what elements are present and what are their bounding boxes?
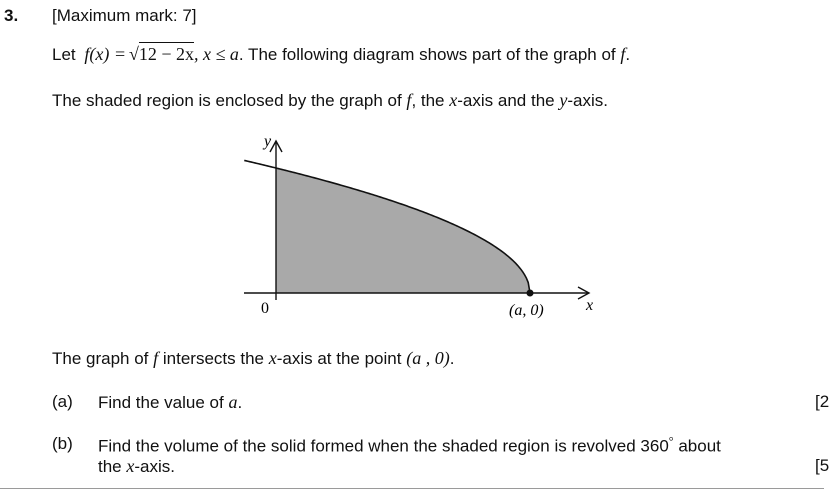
intersect-mid2: -axis at the point <box>276 349 402 368</box>
y-axis-label: y <box>264 133 272 150</box>
part-b-question: Find the volume of the solid formed when the shaded region is revolved 360 <box>98 436 669 456</box>
y-variable: y <box>559 90 568 110</box>
part-b-line2 <box>98 456 175 477</box>
a-variable: a <box>228 392 238 412</box>
maximum-mark: [Maximum mark: 7] <box>52 6 197 25</box>
part-b-label: (b) <box>52 434 73 453</box>
question-number: 3. <box>4 6 19 25</box>
part-b-line2-prefix: the <box>98 457 122 476</box>
part-b-marks: [5 <box>815 456 829 475</box>
intersect-prefix: The graph of <box>52 349 149 368</box>
x-axis-label: x <box>586 297 594 314</box>
part-a-marks: [2 <box>815 392 829 411</box>
intersection-point-text: (a , 0) <box>406 348 450 368</box>
shaded-mid1: , the <box>411 91 445 110</box>
x-variable: x <box>268 348 277 368</box>
radicand: 12 − 2x <box>138 44 195 64</box>
shaded-suffix: -axis. <box>567 91 608 110</box>
intersect-line <box>52 348 454 369</box>
intro-suffix: . The following diagram shows part of the graph of <box>238 45 616 64</box>
intersection-point <box>527 290 534 297</box>
radical-sign: √ <box>129 44 139 64</box>
f-symbol: f <box>153 348 159 368</box>
f-symbol: f <box>406 90 412 110</box>
intersect-period: . <box>449 349 455 368</box>
shaded-prefix: The shaded region is enclosed by the graph of <box>52 91 402 110</box>
domain-condition: , x ≤ a <box>194 44 239 64</box>
part-a-period: . <box>237 393 243 412</box>
origin-label: 0 <box>261 300 269 317</box>
part-b-line2-suffix: -axis. <box>134 457 175 476</box>
bottom-rule <box>0 488 824 489</box>
degree-symbol: ° <box>668 434 674 448</box>
part-b-line1 <box>98 434 721 457</box>
x-variable: x <box>449 90 458 110</box>
intro-period: . <box>625 45 631 64</box>
part-b-about: about <box>678 436 721 456</box>
part-a-text <box>98 392 242 413</box>
shaded-mid2: -axis and the <box>457 91 555 110</box>
x-variable: x <box>126 456 135 476</box>
intersect-mid: intersects the <box>162 349 264 368</box>
shaded-region <box>276 168 530 293</box>
intro-prefix: Let <box>52 45 76 64</box>
part-a-label: (a) <box>52 392 73 411</box>
point-label: (a, 0) <box>509 302 544 319</box>
part-a-question: Find the value of <box>98 393 224 412</box>
f-symbol: f <box>620 44 626 64</box>
function-definition: f(x) = <box>84 44 126 64</box>
